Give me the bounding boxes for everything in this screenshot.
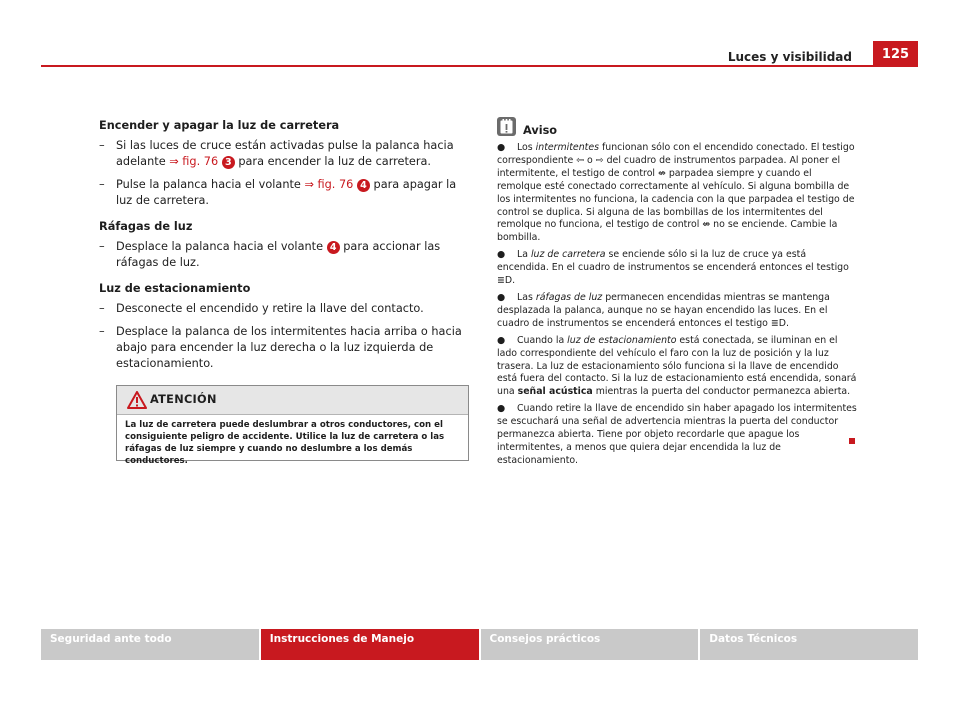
note-paragraph xyxy=(497,335,857,400)
note-text: funcionan sólo con el encendido conectado. El testigo correspondiente xyxy=(497,142,855,166)
figure-link[interactable]: ⇒ fig. 76 xyxy=(304,178,354,191)
left-column xyxy=(99,118,469,379)
note-header xyxy=(497,117,857,139)
footer-nav xyxy=(41,629,918,660)
note-text: permanecen encendidas mientras se mantenga desplazada la palanca, aunque no se hayan encendido las luces. En el cuadro de instrumentos se encenderá entonces el testigo xyxy=(497,291,830,329)
note-text: no se enciende. Cambie la bombilla. xyxy=(497,219,838,244)
footer-tab-instrucciones[interactable]: Instrucciones de Manejo xyxy=(261,629,479,660)
step-high-beam-on xyxy=(99,138,469,170)
bullet: ● xyxy=(497,142,506,153)
trailer-indicator-icon: ⇎ xyxy=(702,219,711,231)
step-text: Si las luces de cruce están activadas pulse la palanca hacia adelante xyxy=(116,139,454,168)
note-text: Cuando la xyxy=(517,334,568,346)
step-text: para accionar las ráfagas de luz. xyxy=(116,240,441,269)
step-parking-2 xyxy=(99,324,469,372)
footer-tab-datos[interactable]: Datos Técnicos xyxy=(700,629,918,660)
turn-right-indicator-icon: ⇨ xyxy=(595,154,604,166)
note-emphasis: ráfagas de luz xyxy=(535,291,603,303)
figure-link[interactable]: ⇒ fig. 76 xyxy=(169,155,219,168)
note-section xyxy=(497,117,857,472)
step-dash: – xyxy=(99,240,105,253)
note-text: La xyxy=(517,249,531,261)
step-text: para apagar la luz de carretera. xyxy=(116,178,457,207)
note-text: Cuando retire la llave de encendido sin haber apagado los intermitentes se escuchará una señal de advertencia mientras la puerta del conductor permanezca abierta. Tiene por objeto recordarle que apague los intermitentes, a menos que quiera dejar encendida la luz de estacionamiento. xyxy=(497,403,857,466)
step-text: Desplace la palanca hacia el volante xyxy=(116,240,327,253)
header-rule xyxy=(41,65,918,67)
step-dash: – xyxy=(99,178,105,191)
step-text: Desconecte el encendido y retire la llave del contacto. xyxy=(116,302,424,315)
callout-number: 4 xyxy=(357,179,370,192)
trailer-indicator-icon: ⇎ xyxy=(658,167,666,179)
note-emphasis: luz de estacionamiento xyxy=(567,334,677,346)
step-flash xyxy=(99,239,469,271)
page-number: 125 xyxy=(873,41,918,67)
bullet: ● xyxy=(497,291,506,303)
step-parking-1 xyxy=(99,301,469,317)
section-end-marker xyxy=(849,438,855,444)
note-text: Las xyxy=(517,291,536,303)
note-text: . xyxy=(785,317,789,329)
bullet: ● xyxy=(497,334,506,346)
warning-title: ATENCIÓN xyxy=(150,393,217,406)
warning-triangle-icon xyxy=(127,391,147,409)
note-paragraph xyxy=(497,249,857,288)
section-title: Luces y visibilidad xyxy=(727,50,852,64)
note-text: Los xyxy=(517,142,536,153)
step-dash: – xyxy=(99,325,105,338)
heading-parking: Luz de estacionamiento xyxy=(99,282,251,295)
bullet: ● xyxy=(497,249,506,261)
heading-high-beam: Encender y apagar la luz de carretera xyxy=(99,119,340,132)
note-title: Aviso xyxy=(523,124,558,137)
high-beam-indicator-icon: ≣D xyxy=(770,317,786,329)
bullet: ● xyxy=(497,403,506,415)
note-text: se enciende sólo si la luz de cruce ya está encendida. En el cuadro de instrumentos se encenderá entonces el testigo xyxy=(497,249,849,274)
note-strong: señal acústica xyxy=(517,386,593,398)
note-text: del cuadro de instrumentos parpadea. Al poner el intermitente, el testigo de control xyxy=(497,154,841,179)
footer-tab-seguridad[interactable]: Seguridad ante todo xyxy=(41,629,259,660)
turn-left-indicator-icon: ⇦ xyxy=(576,154,585,166)
note-emphasis: luz de carretera xyxy=(530,249,606,261)
step-dash: – xyxy=(99,139,105,152)
note-paragraph xyxy=(497,142,857,245)
info-note-icon xyxy=(497,117,516,136)
note-text: está conectada, se iluminan en el lado correspondiente del vehículo el faro con la luz de posición y la luz trasera. La luz de estacionamiento sólo funciona si la llave de encendido está fuera del contacto. Si la luz de estacionamiento está encendida, sonará una xyxy=(497,334,857,398)
note-text: parpadea siempre y cuando el remolque esté conectado correctamente al vehículo. Si alguna bombilla de los intermitentes no funciona, la cadencia con la que parpadea el testigo de control se duplica. Si alguna de las bombillas de los intermitentes del remolque no funciona, el testigo de control xyxy=(497,167,855,231)
footer-tab-consejos[interactable]: Consejos prácticos xyxy=(481,629,699,660)
step-text: para encender la luz de carretera. xyxy=(234,155,432,168)
callout-number: 3 xyxy=(222,156,235,169)
callout-number: 4 xyxy=(327,241,340,254)
note-paragraph xyxy=(497,403,857,468)
note-text: mientras la puerta del conductor permanezca abierta. xyxy=(592,386,851,398)
heading-flash: Ráfagas de luz xyxy=(99,220,193,233)
warning-box xyxy=(116,385,469,466)
step-text: Pulse la palanca hacia el volante xyxy=(116,178,305,191)
step-high-beam-off xyxy=(99,177,469,209)
step-text: Desplace la palanca de los intermitentes hacia arriba o hacia abajo para encender la luz derecha o la luz izquierda de estacionamiento. xyxy=(116,325,462,370)
warning-text: La luz de carretera puede deslumbrar a otros conductores, con el consiguiente peligro de accidente. Utilice la luz de carretera o las ráfagas de luz siempre y cuando no deslumbre a los demás conductores. xyxy=(125,420,445,466)
note-text: o xyxy=(584,154,596,166)
step-dash: – xyxy=(99,302,105,315)
high-beam-indicator-icon: ≣D xyxy=(497,275,513,287)
note-paragraph xyxy=(497,292,857,331)
warning-header xyxy=(117,386,468,415)
note-emphasis: intermitentes xyxy=(535,142,599,153)
note-text: . xyxy=(512,275,516,287)
